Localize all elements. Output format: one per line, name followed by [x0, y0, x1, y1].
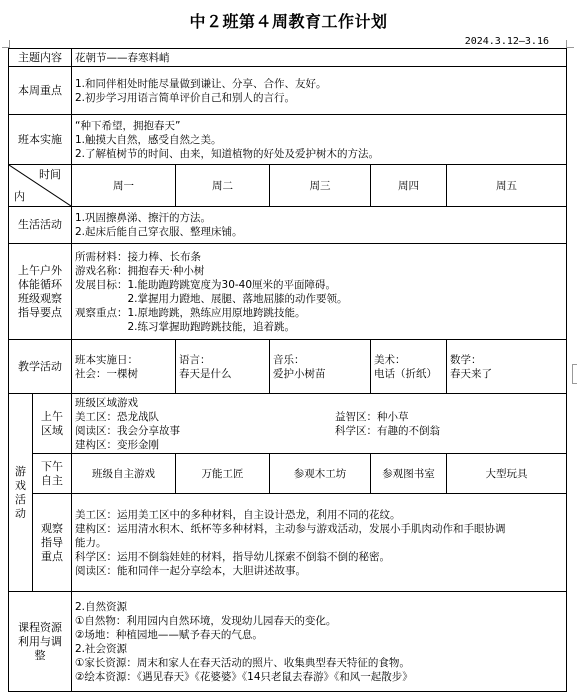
class-impl-line: 2.了解植树节的时间、由来，知道植物的好处及爱护树木的方法。 — [75, 147, 380, 160]
life-line: 1.巩固擦鼻涕、擦汗的方法。 — [75, 212, 212, 224]
outdoor-line: 游戏名称：拥抱春天·种小树 — [75, 264, 205, 277]
focus-label — [9, 67, 72, 115]
teaching-topic: 春天来了 — [450, 367, 492, 380]
resources-label-line: 课程资源 — [18, 620, 62, 634]
life-label: 生活活动 — [9, 207, 72, 244]
teaching-subject: 班本实施日： — [75, 353, 138, 366]
morning-left-column — [75, 410, 335, 452]
afternoon-label-line: 自主 — [41, 473, 63, 487]
page-title: 中２班第４周教育工作计划 — [189, 12, 388, 31]
date-range: 2024.3.12—3.16 — [464, 36, 549, 47]
teaching-cell-fri — [447, 340, 567, 394]
teaching-label: 教学活动 — [9, 340, 72, 394]
outdoor-row — [9, 244, 567, 340]
games-label-char: 活 — [15, 492, 26, 506]
resources-line: ②场地：种植园地——赋予春天的气息。 — [75, 628, 263, 641]
teaching-topic: 春天是什么 — [179, 367, 232, 380]
teaching-topic: 电话（折纸） — [374, 367, 437, 380]
focus-line: 2.初步学习用语言简单评价自己和别人的言行。 — [75, 91, 296, 104]
morning-area-label — [33, 394, 72, 454]
resources-line: 2.自然资源 — [75, 600, 128, 613]
observe-line: 能力。 — [75, 536, 107, 549]
observe-content — [72, 494, 567, 592]
outdoor-label-line: 上午户外 — [18, 263, 62, 277]
observe-line: 建构区：运用清水积木、纸杯等多种材料，主动参与游戏活动，发展小手肌肉动作和手眼协调 — [75, 522, 506, 535]
teaching-topic: 社会：一棵树 — [75, 367, 138, 380]
games-morning-row — [9, 394, 567, 454]
resources-line: ②绘本资源：《遇见春天》《花婆婆》《14只老鼠去春游》《和风一起散步》 — [75, 670, 413, 683]
theme-label: 主题内容 — [9, 49, 72, 67]
plan-table — [8, 48, 567, 692]
morning-heading: 班级区域游戏 — [75, 396, 138, 409]
teaching-row — [9, 340, 567, 394]
morning-label-line: 区域 — [41, 423, 63, 437]
teaching-subject: 数学： — [450, 353, 482, 366]
life-row — [9, 207, 567, 244]
day-wed: 周三 — [270, 165, 371, 207]
outdoor-line: 2.练习掌握助跑跨跳技能，追着跳。 — [75, 320, 296, 333]
focus-content — [72, 67, 567, 115]
theme-value: 花朝节——春寒料峭 — [72, 49, 567, 67]
games-label-char: 戏 — [15, 478, 26, 492]
outdoor-content — [72, 244, 567, 340]
area-item: 阅读区：我会分享故事 — [75, 424, 180, 437]
day-tue: 周二 — [176, 165, 270, 207]
observe-label-line: 观察 — [41, 521, 63, 535]
time-header: 时间 — [39, 168, 61, 181]
observe-line: 阅读区：能和同伴一起分享绘本，大胆讲述故事。 — [75, 564, 306, 577]
games-label-char: 游 — [15, 464, 26, 478]
content-header: 内 — [14, 190, 25, 203]
class-impl-line: “种下希望，拥抱春天” — [75, 119, 181, 132]
afternoon-item: 参观图书室 — [371, 454, 447, 494]
class-impl-line: 1.触摸大自然，感受自然之美。 — [75, 133, 222, 146]
afternoon-item: 大型玩具 — [447, 454, 567, 494]
resources-line: ①家长资源：周末和家人在春天活动的照片、收集典型春天特征的食物。 — [75, 656, 410, 669]
games-label-char: 动 — [15, 506, 26, 520]
resources-line: ①自然物：利用园内自然环境，发现幼儿园春天的变化。 — [75, 614, 337, 627]
teaching-subject: 音乐： — [273, 353, 305, 366]
morning-area-content — [72, 394, 567, 454]
time-content-corner — [9, 165, 72, 207]
observe-line: 美工区：运用美工区中的多种材料，自主设计恐龙，利用不同的花纹。 — [75, 508, 401, 521]
afternoon-label-line: 下午 — [41, 459, 63, 473]
resources-label — [9, 592, 72, 692]
outdoor-line: 发展目标：1.能助跑跨跳宽度为30-40厘米的平面障碍。 — [75, 278, 337, 291]
outdoor-line: 2.掌握用力蹬地、展腿、落地屈膝的动作要领。 — [75, 292, 348, 305]
area-item: 建构区：变形金刚 — [75, 438, 159, 451]
teaching-cell-tue — [176, 340, 270, 394]
morning-label-line: 上午 — [41, 409, 63, 423]
day-header-row — [9, 165, 567, 207]
outdoor-line: 所需材料：接力棒、长布条 — [75, 250, 201, 263]
area-item: 科学区：有趣的不倒翁 — [335, 424, 440, 437]
life-line: 2.起床后能自己穿衣服、整理床铺。 — [75, 226, 243, 238]
area-item: 益智区：种小草 — [335, 410, 409, 423]
teaching-cell-thu — [371, 340, 447, 394]
outdoor-line: 观察重点：1.原地跨跳，熟练应用原地跨跳技能。 — [75, 306, 306, 319]
outdoor-label-line: 体能循环 — [18, 277, 62, 291]
day-fri: 周五 — [447, 165, 567, 207]
resources-row — [9, 592, 567, 692]
corner-mark-left — [2, 40, 10, 48]
teaching-cell-mon — [72, 340, 176, 394]
class-impl-label: 班本实施 — [9, 115, 72, 165]
afternoon-item: 参观木工坊 — [270, 454, 371, 494]
games-afternoon-row — [9, 454, 567, 494]
resources-line: 2.社会资源 — [75, 642, 128, 655]
focus-label-text: 本周重点 — [18, 83, 62, 97]
teaching-topic: 爱护小树苗 — [273, 367, 326, 380]
resources-label-line: 利用与调 — [18, 634, 62, 648]
resources-content — [72, 592, 567, 692]
afternoon-item: 万能工匠 — [176, 454, 270, 494]
day-mon: 周一 — [72, 165, 176, 207]
resources-label-line: 整 — [34, 648, 46, 662]
teaching-subject: 语言： — [179, 353, 211, 366]
class-impl-row — [9, 115, 567, 165]
focus-line: 1.和同伴相处时能尽量做到谦让、分享、合作、友好。 — [75, 77, 327, 90]
games-label — [9, 394, 33, 592]
day-thu: 周四 — [371, 165, 447, 207]
theme-row — [9, 49, 567, 67]
teaching-subject: 美术： — [374, 353, 406, 366]
teaching-cell-wed — [270, 340, 371, 394]
class-impl-content — [72, 115, 567, 165]
outdoor-label-line: 班级观察 — [18, 291, 62, 305]
games-observe-row — [9, 494, 567, 592]
corner-mark-right — [566, 40, 574, 48]
afternoon-label — [33, 454, 72, 494]
outdoor-label — [9, 244, 72, 340]
life-content — [72, 207, 567, 244]
area-item: 美工区：恐龙战队 — [75, 410, 159, 423]
observe-line: 科学区：运用不倒翁娃娃的材料，指导幼儿探索不倒翁不倒的秘密。 — [75, 550, 390, 563]
afternoon-item: 班级自主游戏 — [72, 454, 176, 494]
observe-label-line: 重点 — [41, 549, 63, 563]
side-marker — [572, 364, 577, 384]
morning-right-column — [335, 410, 440, 452]
outdoor-label-line: 指导要点 — [18, 305, 62, 319]
morning-area-grid — [75, 410, 563, 452]
observe-label — [33, 494, 72, 592]
focus-row — [9, 67, 567, 115]
observe-label-line: 指导 — [41, 535, 63, 549]
